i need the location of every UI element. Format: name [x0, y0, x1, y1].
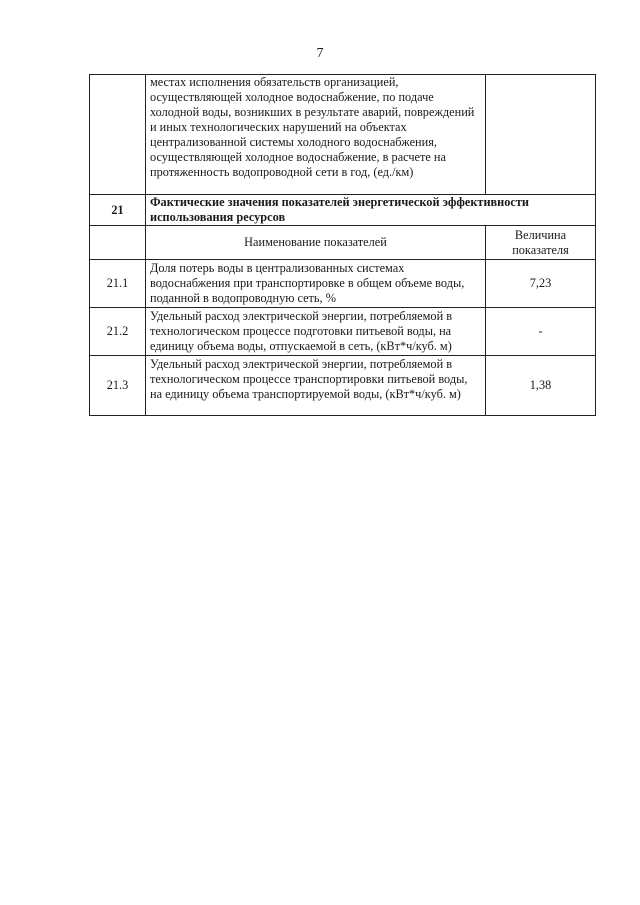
row-value: 7,23 [486, 260, 596, 308]
row-text: Доля потерь воды в централизованных системах водоснабжения при транспортировке в общем объеме воды, поданной в водопроводную сеть, % [146, 260, 486, 308]
table-row-section [90, 195, 596, 226]
row-number: 21.2 [90, 308, 146, 356]
row-number: 21.1 [90, 260, 146, 308]
table-row [90, 356, 596, 416]
row-value: - [486, 308, 596, 356]
page-number: 7 [316, 46, 324, 61]
header-name-label: Наименование показателей [146, 226, 486, 260]
section-number: 21 [90, 195, 146, 226]
continuation-text-cell: местах исполнения обязательств организацией, осуществляющей холодное водоснабжение, по подаче холодной воды, возникших в результате аварий, повреждений и иных технологических нарушений на объектах централизованной системы холодного водоснабжения, осуществляющей холодное водоснабжение, в расчете на протяженность водопроводной сети в год, (ед./км) [146, 75, 486, 195]
table-row-continuation [90, 75, 596, 195]
continuation-value-cell [486, 75, 596, 195]
row-value: 1,38 [486, 356, 596, 416]
header-number-cell [90, 226, 146, 260]
section-title: Фактические значения показателей энергетической эффективности использования ресурсов [146, 195, 596, 226]
row-number: 21.3 [90, 356, 146, 416]
row-text: Удельный расход электрической энергии, потребляемой в технологическом процессе подготовки питьевой воды, на единицу объема воды, отпускаемой в сеть, (кВт*ч/куб. м) [146, 308, 486, 356]
table-header-row [90, 226, 596, 260]
row-text: Удельный расход электрической энергии, потребляемой в технологическом процессе транспортировки питьевой воды, на единицу объема транспортируемой воды, (кВт*ч/куб. м) [146, 356, 486, 416]
indicators-table [89, 74, 596, 416]
continuation-number-cell [90, 75, 146, 195]
table-row [90, 260, 596, 308]
table-row [90, 308, 596, 356]
header-value-label: Величина показателя [486, 226, 596, 260]
